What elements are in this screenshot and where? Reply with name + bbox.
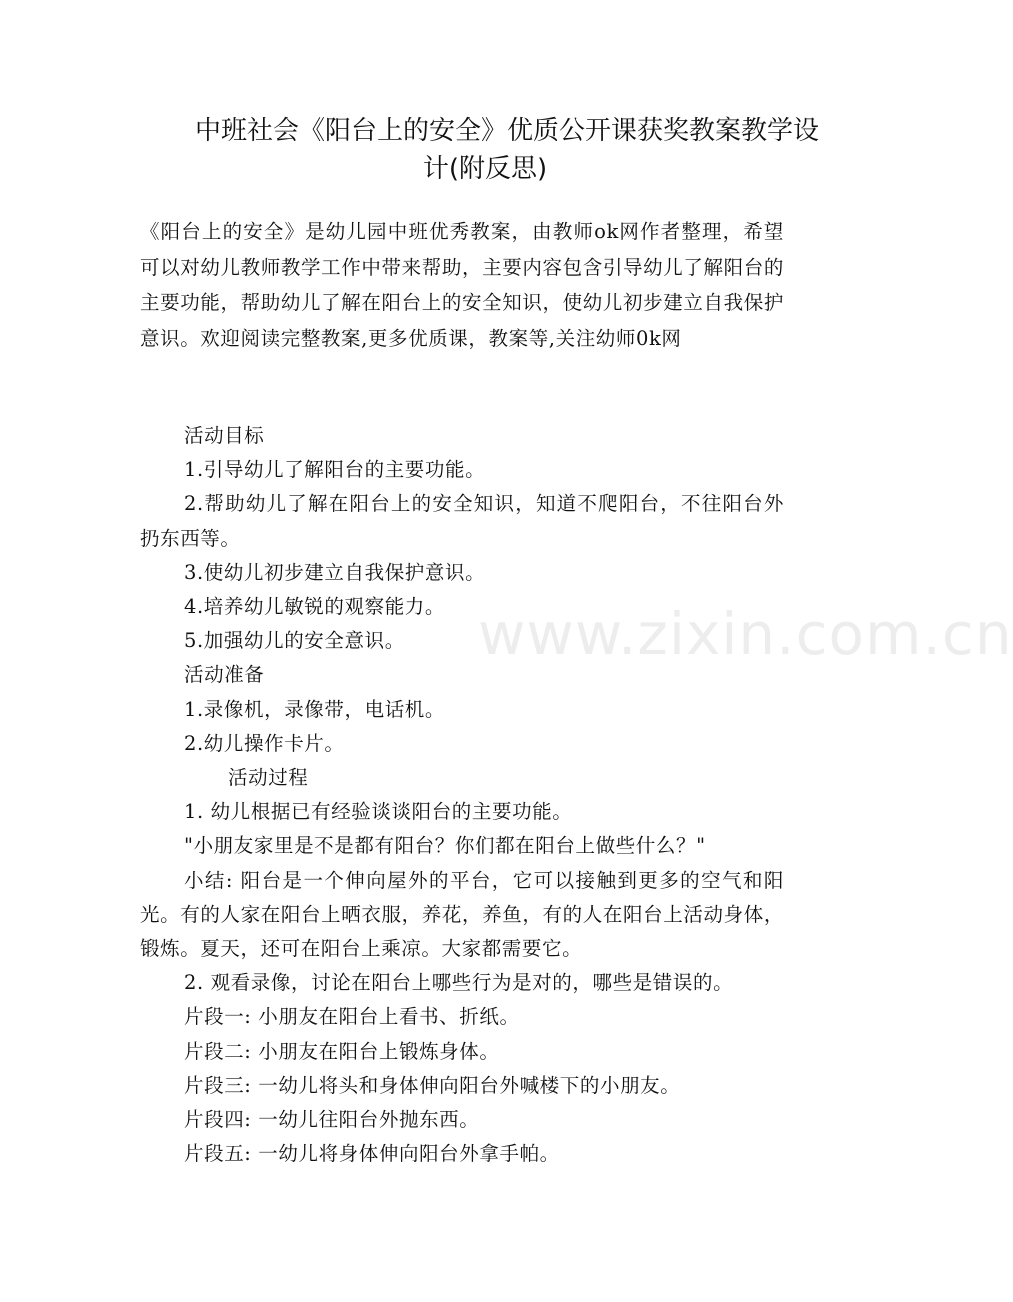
intro-paragraph: 《阳台上的安全》是幼儿园中班优秀教案，由教师ok网作者整理，希望可以对幼儿教师教学工作中带来帮助，主要内容包含引导幼儿了解阳台的主要功能，帮助幼儿了解在阳台上的安全知识，使幼儿初步建立自我保护意识。欢迎阅读完整教案,更多优质课，教案等,关注幼师0k网 bbox=[140, 220, 784, 350]
video-clip-item: 片段五: 一幼儿将身体伸向阳台外拿手帕。 bbox=[184, 1142, 560, 1166]
goal-item: 1.引导幼儿了解阳台的主要功能。 bbox=[184, 458, 486, 482]
watermark: www.zixin.com.cn bbox=[478, 600, 1013, 668]
document-title bbox=[140, 112, 830, 188]
goal-item: 3.使幼儿初步建立自我保护意识。 bbox=[184, 560, 486, 584]
video-clip-item: 片段二: 小朋友在阳台上锻炼身体。 bbox=[184, 1039, 500, 1063]
preparation-item: 1.录像机，录像带，电话机。 bbox=[184, 697, 446, 721]
process-question: "小朋友家里是不是都有阳台？你们都在阳台上做些什么？" bbox=[184, 834, 706, 858]
preparation-item: 2.幼儿操作卡片。 bbox=[184, 731, 345, 755]
goal-item: 4.培养幼儿敏锐的观察能力。 bbox=[184, 595, 446, 619]
section-heading-preparation: 活动准备 bbox=[184, 663, 265, 687]
process-summary: 小结: 阳台是一个伸向屋外的平台，它可以接触到更多的空气和阳光。有的人家在阳台上晒衣服，养花，养鱼，有的人在阳台上活动身体，锻炼。夏天，还可在阳台上乘凉。大家都需要它。 bbox=[140, 868, 784, 961]
goal-item: 2.帮助幼儿了解在阳台上的安全知识，知道不爬阳台，不往阳台外扔东西等。 bbox=[140, 492, 784, 550]
goal-item: 5.加强幼儿的安全意识。 bbox=[184, 629, 405, 653]
title-line-2: 计(附反思) bbox=[422, 154, 548, 184]
video-clip-item: 片段三: 一幼儿将头和身体伸向阳台外喊楼下的小朋友。 bbox=[184, 1073, 681, 1097]
section-heading-process: 活动过程 bbox=[228, 766, 309, 790]
video-clip-item: 片段四: 一幼儿往阳台外抛东西。 bbox=[184, 1108, 480, 1132]
video-clip-item: 片段一: 小朋友在阳台上看书、折纸。 bbox=[184, 1005, 520, 1029]
process-step: 2. 观看录像，讨论在阳台上哪些行为是对的，哪些是错误的。 bbox=[184, 971, 734, 995]
document-body bbox=[140, 419, 784, 1171]
title-line-1: 中班社会《阳台上的安全》优质公开课获奖教案教学设 bbox=[194, 116, 819, 146]
process-step: 1. 幼儿根据已有经验谈谈阳台的主要功能。 bbox=[184, 800, 573, 824]
section-heading-goals: 活动目标 bbox=[184, 424, 265, 447]
